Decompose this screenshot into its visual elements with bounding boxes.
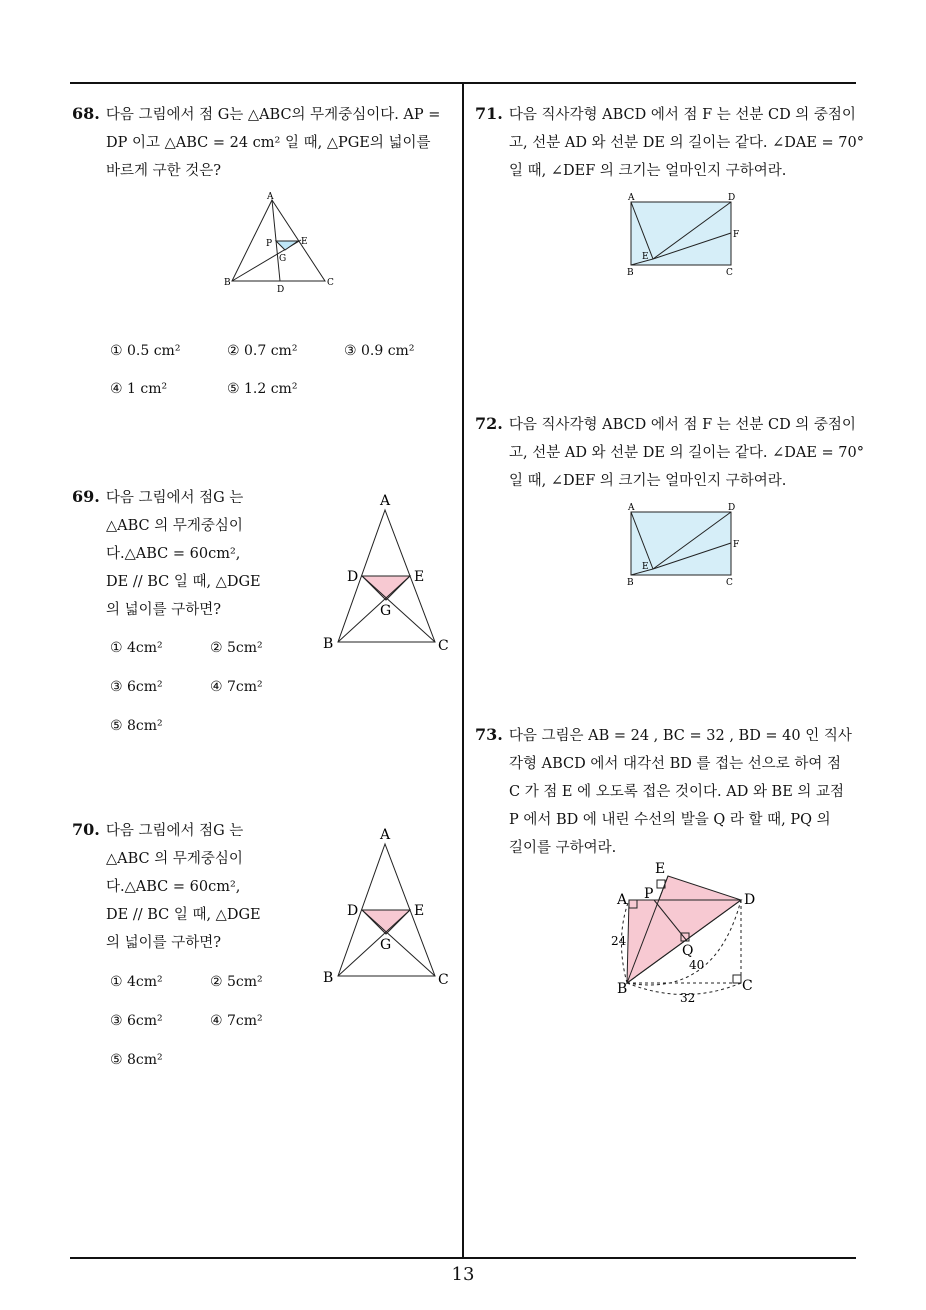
choice-1[interactable]: ① 0.5 cm² xyxy=(110,343,181,359)
label-E: E xyxy=(414,569,425,585)
label-A: A xyxy=(380,827,391,843)
question-text-line: 고, 선분 AD 와 선분 DE 의 길이는 같다. ∠DAE = 70° xyxy=(509,445,864,461)
question-71 xyxy=(475,100,864,185)
q72-figure xyxy=(622,500,747,590)
choice-5[interactable]: ⑤ 8cm² xyxy=(110,1052,163,1068)
q73-figure xyxy=(605,858,765,1008)
choice-5[interactable]: ⑤ 8cm² xyxy=(110,718,163,734)
question-text-line: 다음 그림은 AB = 24 , BC = 32 , BD = 40 인 직사 xyxy=(508,728,852,744)
question-text-line: 다음 그림에서 점G 는 xyxy=(105,490,244,506)
label-B: B xyxy=(627,578,634,588)
label-P: P xyxy=(266,239,273,249)
choice-4[interactable]: ④ 7cm² xyxy=(210,1013,263,1029)
bottom-rule xyxy=(70,1257,856,1259)
choice-3[interactable]: ③ 6cm² xyxy=(110,1013,163,1029)
label-D: D xyxy=(728,503,736,513)
page-number: 13 xyxy=(451,1264,475,1285)
label-B: B xyxy=(627,268,634,278)
label-bd-length: 40 xyxy=(689,958,705,972)
question-text-line: 고, 선분 AD 와 선분 DE 의 길이는 같다. ∠DAE = 70° xyxy=(509,135,864,151)
label-E: E xyxy=(642,252,649,262)
label-B: B xyxy=(323,636,334,652)
label-E: E xyxy=(655,861,666,877)
label-A: A xyxy=(628,193,635,203)
label-A: A xyxy=(628,503,635,513)
question-text-line: 다음 그림에서 점G 는 xyxy=(105,823,244,839)
label-G: G xyxy=(380,937,392,953)
label-D: D xyxy=(347,903,359,919)
question-text-line: 다음 그림에서 점 G는 △ABC의 무게중심이다. AP = xyxy=(105,107,441,123)
question-number: 71. xyxy=(475,104,503,123)
choice-5[interactable]: ⑤ 1.2 cm² xyxy=(227,381,298,397)
q70-figure xyxy=(320,822,460,990)
q69-figure xyxy=(320,488,460,656)
label-D: D xyxy=(744,892,756,908)
label-G: G xyxy=(380,603,392,619)
choice-2[interactable]: ② 0.7 cm² xyxy=(227,343,298,359)
choice-3[interactable]: ③ 6cm² xyxy=(110,679,163,695)
question-text-line: DE // BC 일 때, △DGE xyxy=(106,574,261,590)
question-number: 70. xyxy=(72,820,100,839)
question-text-line: DP 이고 △ABC = 24 cm² 일 때, △PGE의 넓이를 xyxy=(106,135,431,151)
choice-4[interactable]: ④ 7cm² xyxy=(210,679,263,695)
question-text-line: △ABC 의 무게중심이 xyxy=(106,518,243,534)
q68-figure xyxy=(220,188,345,293)
question-73 xyxy=(475,721,860,862)
question-number: 73. xyxy=(475,725,503,744)
label-C: C xyxy=(726,268,733,278)
label-B: B xyxy=(323,970,334,986)
label-F: F xyxy=(733,540,740,550)
choice-2[interactable]: ② 5cm² xyxy=(210,974,263,990)
question-text-line: 의 넓이를 구하면? xyxy=(106,935,222,951)
question-69 xyxy=(72,483,307,624)
column-divider xyxy=(462,82,464,1259)
q71-figure xyxy=(622,190,747,280)
label-B: B xyxy=(224,278,231,288)
question-text-line: 다음 직사각형 ABCD 에서 점 F 는 선분 CD 의 중점이 xyxy=(508,107,856,123)
label-G: G xyxy=(279,254,287,264)
question-text-line: 바르게 구한 것은? xyxy=(106,163,222,179)
question-text-line: 다.△ABC = 60cm², xyxy=(106,546,241,562)
label-Q: Q xyxy=(682,943,694,959)
question-text-line: 의 넓이를 구하면? xyxy=(106,602,222,618)
choice-2[interactable]: ② 5cm² xyxy=(210,640,263,656)
label-E: E xyxy=(414,903,425,919)
label-D: D xyxy=(347,569,359,585)
label-P: P xyxy=(644,886,654,902)
label-C: C xyxy=(438,972,449,988)
question-number: 69. xyxy=(72,487,100,506)
label-F: F xyxy=(733,230,740,240)
question-text-line: 길이를 구하여라. xyxy=(509,840,617,856)
label-bc-length: 32 xyxy=(680,991,696,1005)
choice-1[interactable]: ① 4cm² xyxy=(110,640,163,656)
label-D: D xyxy=(277,285,285,293)
question-text-line: C 가 점 E 에 오도록 접은 것이다. AD 와 BE 의 교점 xyxy=(509,784,845,800)
label-D: D xyxy=(728,193,736,203)
question-number: 68. xyxy=(72,104,100,123)
question-text-line: 일 때, ∠DEF 의 크기는 얼마인지 구하여라. xyxy=(509,163,787,179)
choice-4[interactable]: ④ 1 cm² xyxy=(110,381,168,397)
label-A: A xyxy=(380,493,391,509)
question-text-line: 다.△ABC = 60cm², xyxy=(106,879,241,895)
question-text-line: P 에서 BD 에 내린 수선의 발을 Q 라 할 때, PQ 의 xyxy=(509,812,831,828)
question-text-line: 각형 ABCD 에서 대각선 BD 를 접는 선으로 하여 점 xyxy=(509,756,841,772)
question-72 xyxy=(475,410,864,495)
label-C: C xyxy=(327,278,334,288)
label-E: E xyxy=(301,237,308,247)
label-A: A xyxy=(267,192,274,202)
label-C: C xyxy=(438,638,449,654)
question-70 xyxy=(72,816,307,957)
question-68 xyxy=(72,100,457,185)
question-number: 72. xyxy=(475,414,503,433)
label-A: A xyxy=(617,892,628,908)
label-E: E xyxy=(642,562,649,572)
label-C: C xyxy=(726,578,733,588)
question-text-line: 일 때, ∠DEF 의 크기는 얼마인지 구하여라. xyxy=(509,473,787,489)
question-text-line: DE // BC 일 때, △DGE xyxy=(106,907,261,923)
choice-3[interactable]: ③ 0.9 cm² xyxy=(344,343,415,359)
label-B: B xyxy=(617,981,628,997)
question-text-line: △ABC 의 무게중심이 xyxy=(106,851,243,867)
choice-1[interactable]: ① 4cm² xyxy=(110,974,163,990)
label-C: C xyxy=(742,978,753,994)
question-text-line: 다음 직사각형 ABCD 에서 점 F 는 선분 CD 의 중점이 xyxy=(508,417,856,433)
label-ab-length: 24 xyxy=(611,934,627,948)
